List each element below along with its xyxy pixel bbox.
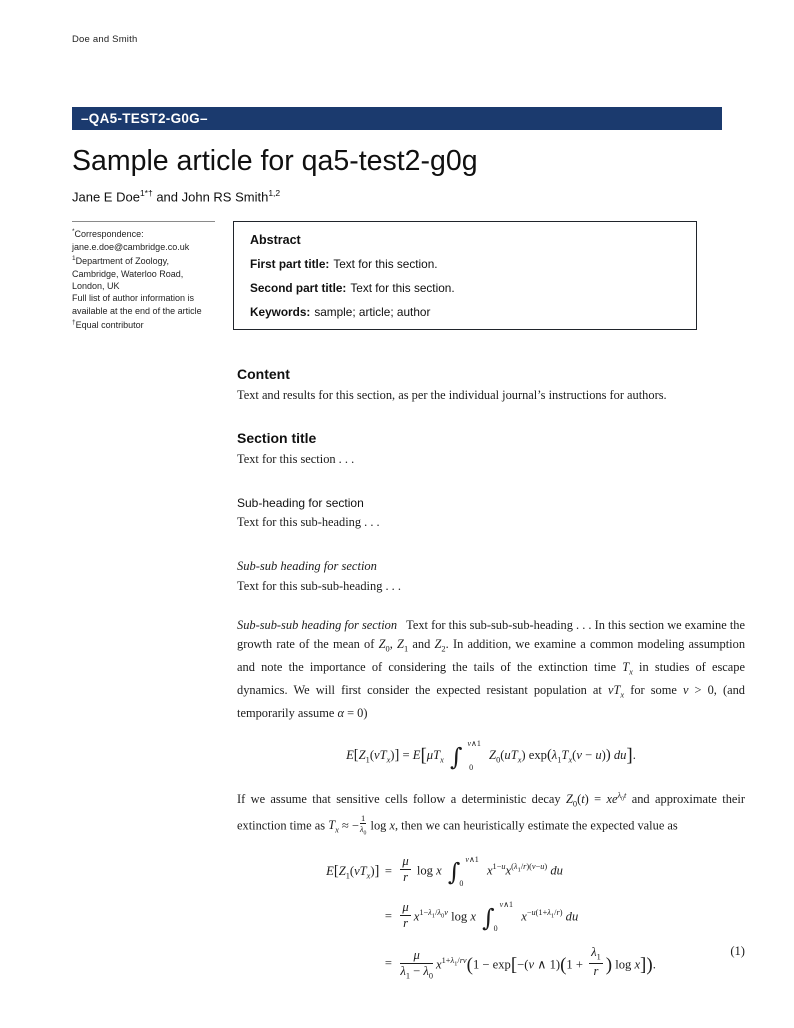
- equation-rhs: $\frac{\mu}{r}$ $x^{1-\lambda_1/\lambda_0v}$ log x ∫ v∧1 0 $x^{-u(1+\lambda_1/r)}$ du: [402, 899, 579, 933]
- abstract-item-label: Second part title:: [250, 281, 347, 296]
- abstract-item-text: sample; article; author: [314, 305, 431, 320]
- section-heading-title: Section title: [237, 430, 317, 447]
- abstract-box: [233, 221, 697, 330]
- abstract-item-label: First part title:: [250, 257, 330, 272]
- running-head: Doe and Smith: [72, 34, 138, 45]
- abstract-item-text: Text for this section.: [350, 281, 455, 296]
- abstract-heading: Abstract: [250, 233, 301, 248]
- display-equation: $E[Z_1(vT_x)] = E[\mu T_x$ ∫ v∧1 0 $Z_0(uT_x) \exp(\lambda_1T_x(v - u))$ du].: [346, 739, 636, 773]
- paragraph-sub-sub-heading: Text for this sub-sub-heading . . .: [237, 579, 401, 594]
- meta-row: [72, 221, 745, 331]
- section-heading-content: Content: [237, 365, 290, 382]
- abstract-item: [250, 257, 680, 271]
- equation-number: (1): [730, 944, 745, 959]
- equation-rhs: $\frac{\mu}{r}$ log x ∫ v∧1 0 $x^{1-u}x^{(\lambda_1/r)(v-u)}$ du: [402, 854, 563, 888]
- equation-array: [326, 855, 656, 981]
- journal-banner: –QA5-TEST2-G0G–: [72, 107, 722, 130]
- equation-array-wrap: [237, 855, 745, 981]
- equation-lhs: $E[Z_1(vT_x)]$: [326, 862, 380, 881]
- sub-heading: Sub-heading for section: [237, 495, 364, 510]
- equation-rhs: $\frac{\mu}{\lambda_1 - \lambda_0}$ $x^{1+\lambda_1/rv}(1 - \exp[-(v$ ∧ 1)(1 + $\frac{\lambda_1}{r}$ ) log x]).: [400, 944, 656, 981]
- article-title: Sample article for qa5-test2-g0g: [72, 145, 478, 177]
- paragraph-sub-heading: Text for this sub-heading . . .: [237, 514, 380, 529]
- article-body: [237, 366, 745, 982]
- abstract-item-label: Keywords:: [250, 305, 311, 320]
- equation-relation: =: [384, 863, 392, 878]
- abstract-item: [250, 305, 680, 319]
- paragraph-sub-sub-sub: Sub-sub-sub heading for section Text for this sub-sub-sub-heading . . . In this section we examine the growth rate of the mean of $Z_0$, $Z_1$ and $Z_2$. In addition, we examine a common modeling assumption and note the importance of considering the tails of the extinction time $T_x$ in studies of escape dynamics. We will first consider the expected resistant population at $vT_x$ for some v > 0, (and temporarily assume α = 0): [237, 617, 746, 720]
- author-correspondence-note: *Correspondence: jane.e.doe@cambridge.co.uk $^1$Department of Zoology, Cambridge, Waterloo Road, London, UK Full list of author information is available at the end of the article †Equal contributor: [72, 221, 215, 331]
- paragraph-assumption: If we assume that sensitive cells follow a deterministic decay $Z_0(t) = xe^{\lambda_0t}$ and approximate their extinction time as $T_x$ ≈ − $\frac{1}{\lambda_0}$ log x, then we can heuristically estimate the expected value as: [237, 790, 746, 838]
- abstract-item-text: Text for this section.: [333, 257, 438, 272]
- authors-line: Jane E Doe$^{1*\dagger}$ and John RS Smith$^{1,2}$: [72, 188, 281, 205]
- equation-relation: =: [384, 909, 392, 924]
- abstract-item: [250, 281, 680, 295]
- paragraph-content: Text and results for this section, as per the individual journal’s instructions for authors.: [237, 387, 667, 402]
- sub-sub-heading: Sub-sub heading for section: [237, 559, 377, 574]
- equation-relation: =: [384, 956, 392, 971]
- paragraph-section: Text for this section . . .: [237, 452, 355, 467]
